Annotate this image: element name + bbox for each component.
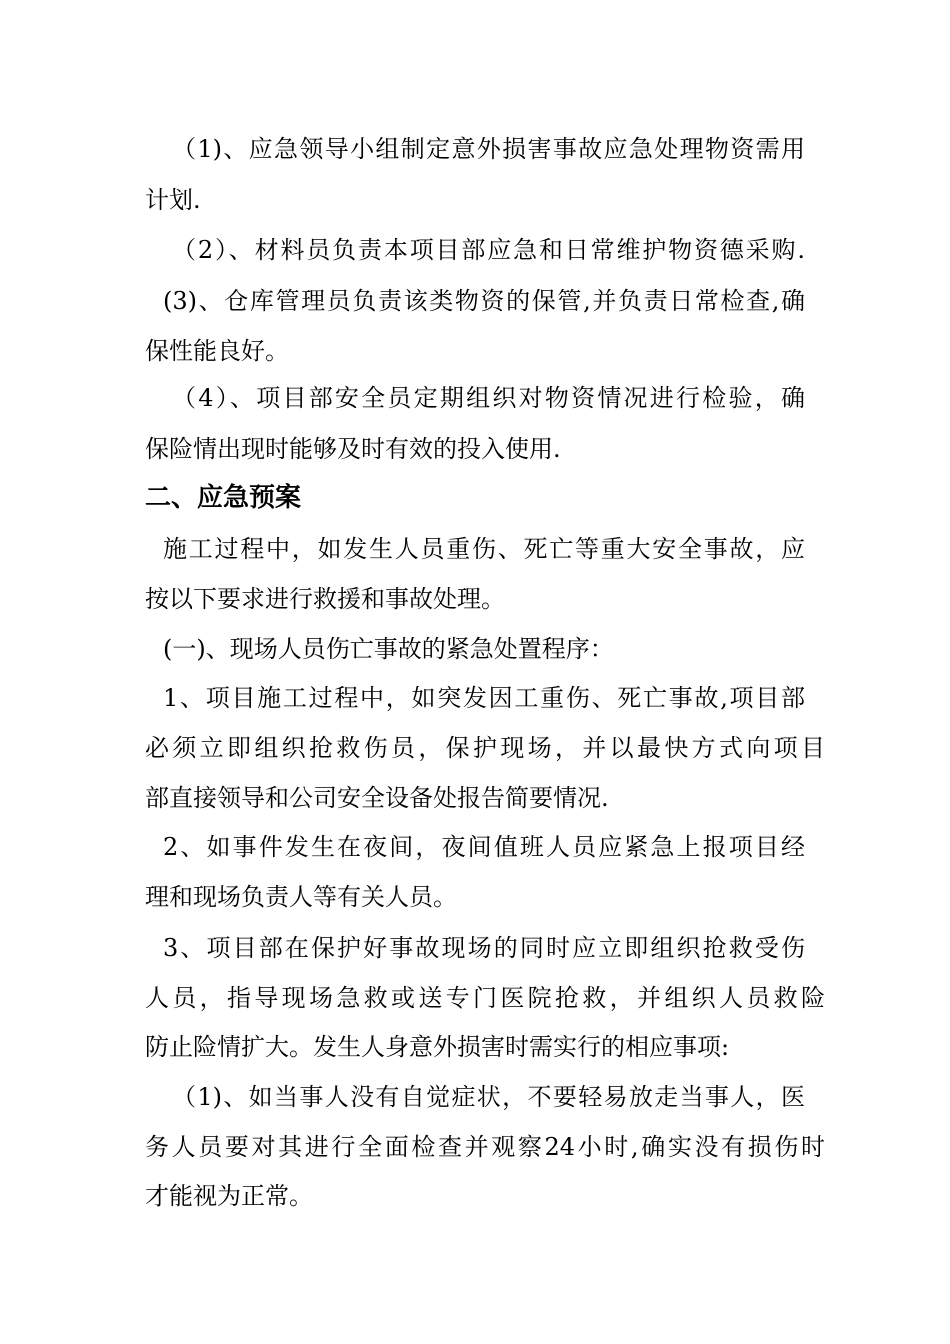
section-heading: 二、应急预案 — [145, 483, 302, 513]
paragraph-line: 必须立即组织抢救伤员，保护现场，并以最快方式向项目 — [145, 734, 825, 762]
paragraph-line: （2）、材料员负责本项目部应急和日常维护物资德采购. — [172, 236, 805, 264]
paragraph-line: 人员，指导现场急救或送专门医院抢救，并组织人员救险 — [145, 984, 825, 1012]
paragraph-line: （1)、如当事人没有自觉症状，不要轻易放走当事人，医 — [172, 1083, 805, 1111]
paragraph-line: 2、如事件发生在夜间，夜间值班人员应紧急上报项目经 — [163, 833, 805, 861]
paragraph-line: （1)、应急领导小组制定意外损害事故应急处理物资需用 — [172, 135, 805, 163]
paragraph-line: 才能视为正常。 — [145, 1182, 313, 1210]
paragraph-line: 3、项目部在保护好事故现场的同时应立即组织抢救受伤 — [163, 934, 805, 962]
paragraph-line: (3)、仓库管理员负责该类物资的保管,并负责日常检查,确 — [163, 287, 805, 315]
paragraph-line: 保险情出现时能够及时有效的投入使用. — [145, 435, 561, 463]
paragraph-line: 1、项目施工过程中，如突发因工重伤、死亡事故,项目部 — [163, 684, 805, 712]
paragraph-line: （4）、项目部安全员定期组织对物资情况进行检验，确 — [172, 384, 805, 412]
paragraph-line: 务人员要对其进行全面检查并观察24小时,确实没有损伤时 — [145, 1133, 825, 1161]
paragraph-line: 理和现场负责人等有关人员。 — [145, 883, 457, 911]
paragraph-line: 施工过程中，如发生人员重伤、死亡等重大安全事故，应 — [163, 535, 805, 563]
paragraph-line: (一)、现场人员伤亡事故的紧急处置程序： — [163, 635, 614, 663]
paragraph-line: 防止险情扩大。发生人身意外损害时需实行的相应事项: — [145, 1033, 730, 1061]
paragraph-line: 部直接领导和公司安全设备处报告简要情况. — [145, 784, 609, 812]
paragraph-line: 计划. — [145, 186, 201, 214]
paragraph-line: 保性能良好。 — [145, 337, 289, 365]
paragraph-line: 按以下要求进行救援和事故处理。 — [145, 585, 505, 613]
